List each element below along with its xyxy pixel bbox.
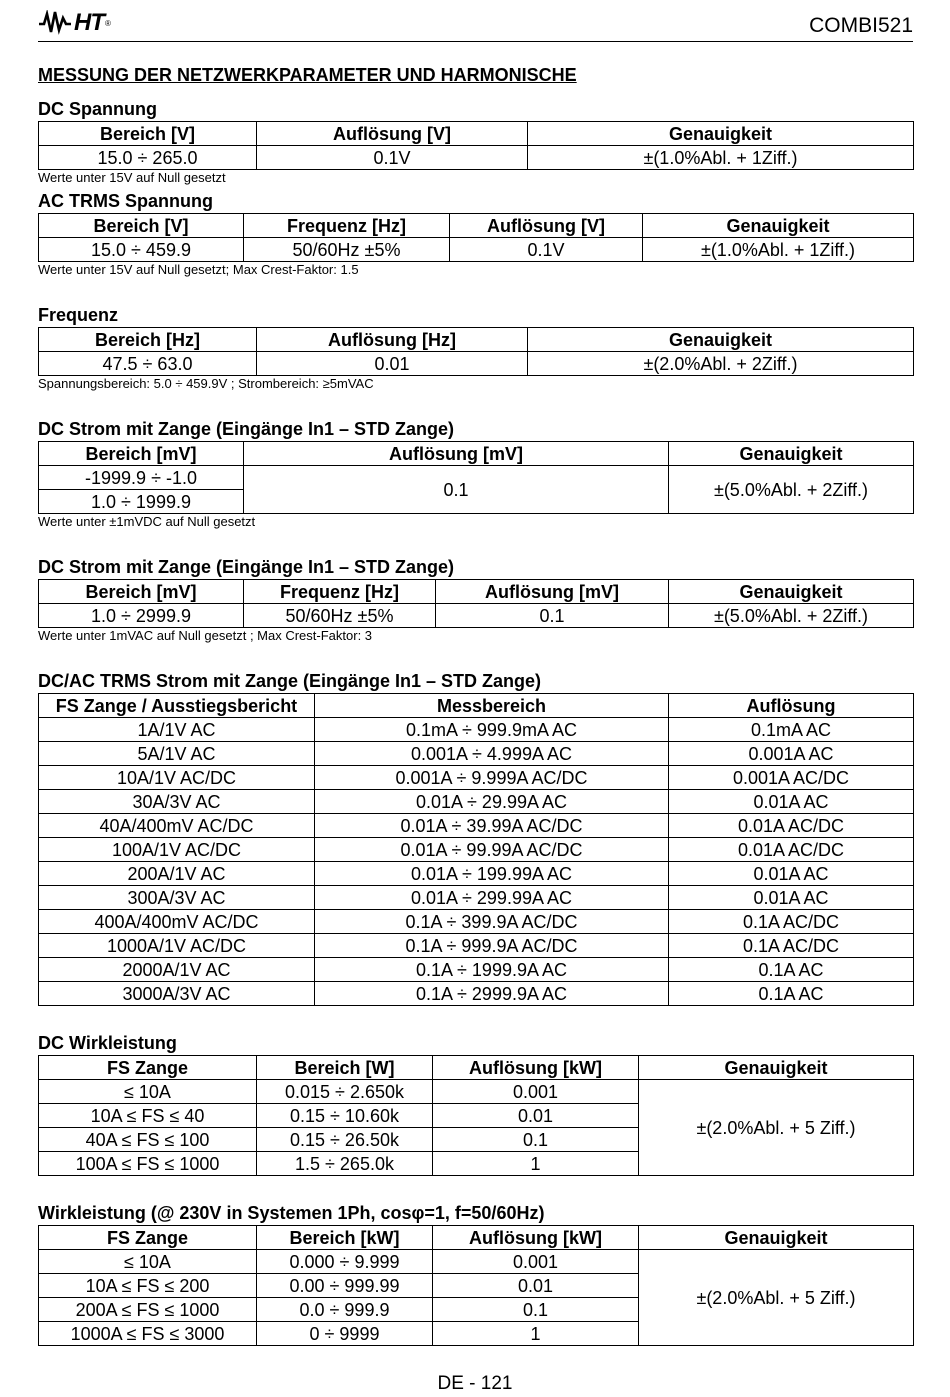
table-header-row	[39, 580, 914, 604]
table-cell: 0.01A AC/DC	[669, 814, 914, 838]
table-row	[39, 466, 914, 490]
table-cell: 1000A/1V AC/DC	[39, 934, 315, 958]
dc-voltage-table	[38, 121, 914, 170]
registered-mark: ®	[105, 18, 111, 28]
table-row	[39, 886, 914, 910]
header-cell: Bereich [mV]	[39, 442, 244, 466]
table-cell: 50/60Hz ±5%	[244, 238, 450, 262]
header-cell: Bereich [kW]	[257, 1226, 433, 1250]
table-header-row	[39, 328, 914, 352]
table-cell: 0.1A ÷ 999.9A AC/DC	[315, 934, 669, 958]
header-cell: Genauigkeit	[528, 328, 914, 352]
table-note: Werte unter 15V auf Null gesetzt; Max Crest-Faktor: 1.5	[38, 262, 359, 277]
table-cell: 0.00 ÷ 999.99	[257, 1274, 433, 1298]
table-cell: 0.01A ÷ 199.99A AC	[315, 862, 669, 886]
clamp-current-section	[38, 670, 913, 1006]
table-cell: 0.1mA AC	[669, 718, 914, 742]
table-row	[39, 742, 914, 766]
model-name: COMBI521	[809, 14, 913, 37]
header-cell: Genauigkeit	[643, 214, 914, 238]
table-row	[39, 604, 914, 628]
table-cell: 0.1	[433, 1128, 639, 1152]
table-cell: ±(1.0%Abl. + 1Ziff.)	[643, 238, 914, 262]
table-cell: 0.1A AC/DC	[669, 934, 914, 958]
table-header-row	[39, 1056, 914, 1080]
table-row	[39, 146, 914, 170]
table-cell: 0.1A AC/DC	[669, 910, 914, 934]
table-row	[39, 790, 914, 814]
table-cell: 200A/1V AC	[39, 862, 315, 886]
table-row	[39, 838, 914, 862]
dc-current-table	[38, 441, 914, 514]
table-cell: 0.01A ÷ 99.99A AC/DC	[315, 838, 669, 862]
header-cell: Genauigkeit	[639, 1056, 914, 1080]
table-row	[39, 1250, 914, 1274]
table-cell: 0.1	[244, 466, 669, 514]
table-note: Werte unter 1mVAC auf Null gesetzt ; Max Crest-Faktor: 3	[38, 628, 373, 643]
table-cell: 0.1V	[450, 238, 643, 262]
table-cell: 0.1mA ÷ 999.9mA AC	[315, 718, 669, 742]
table-cell: 0.01A AC	[669, 886, 914, 910]
ac-voltage-table	[38, 213, 914, 262]
section-title: Frequenz	[38, 305, 119, 325]
header-cell: Genauigkeit	[528, 122, 914, 146]
header-cell: Auflösung	[669, 694, 914, 718]
page-title: MESSUNG DER NETZWERKPARAMETER UND HARMONISCHE	[38, 65, 577, 85]
table-cell: 0.000 ÷ 9.999	[257, 1250, 433, 1274]
table-note: Spannungsbereich: 5.0 ÷ 459.9V ; Strombereich: ≥5mVAC	[38, 376, 374, 391]
header-cell: Bereich [V]	[39, 214, 244, 238]
table-row	[39, 718, 914, 742]
table-cell: 0 ÷ 9999	[257, 1322, 433, 1346]
table-cell: 0.01A AC/DC	[669, 838, 914, 862]
table-cell: 0.01A ÷ 299.99A AC	[315, 886, 669, 910]
table-cell: 10A/1V AC/DC	[39, 766, 315, 790]
dc-power-section	[38, 1032, 913, 1176]
table-cell: 0.15 ÷ 10.60k	[257, 1104, 433, 1128]
section-title: DC/AC TRMS Strom mit Zange (Eingänge In1 – STD Zange)	[38, 671, 542, 691]
table-cell: 1.5 ÷ 265.0k	[257, 1152, 433, 1176]
header-cell: FS Zange	[39, 1226, 257, 1250]
table-cell: 10A ≤ FS ≤ 200	[39, 1274, 257, 1298]
header-cell: Bereich [Hz]	[39, 328, 257, 352]
table-cell: ±(5.0%Abl. + 2Ziff.)	[669, 604, 914, 628]
header-cell: Frequenz [Hz]	[244, 214, 450, 238]
ht-logo	[38, 8, 111, 38]
logo-text: HT	[74, 9, 104, 36]
table-note: Werte unter ±1mVDC auf Null gesetzt	[38, 514, 256, 529]
table-cell: 0.1A AC	[669, 958, 914, 982]
page-content	[38, 64, 913, 1346]
table-row	[39, 910, 914, 934]
table-row	[39, 766, 914, 790]
table-header-row	[39, 1226, 914, 1250]
page-number: DE - 121	[437, 1373, 513, 1394]
table-cell: 40A/400mV AC/DC	[39, 814, 315, 838]
header-cell: Genauigkeit	[669, 442, 914, 466]
table-cell: 200A ≤ FS ≤ 1000	[39, 1298, 257, 1322]
header-cell: Bereich [mV]	[39, 580, 244, 604]
table-cell: 0.01A ÷ 29.99A AC	[315, 790, 669, 814]
header-cell: Bereich [W]	[257, 1056, 433, 1080]
table-cell: 2000A/1V AC	[39, 958, 315, 982]
clamp-table-body	[39, 718, 914, 1006]
table-cell: 0.001A AC	[669, 742, 914, 766]
header-cell: Auflösung [kW]	[433, 1226, 639, 1250]
table-cell: 0.01	[433, 1274, 639, 1298]
table-header-row	[39, 214, 914, 238]
section-title: DC Wirkleistung	[38, 1033, 177, 1053]
table-row	[39, 982, 914, 1006]
table-cell: 50/60Hz ±5%	[244, 604, 436, 628]
table-cell: 0.001A ÷ 4.999A AC	[315, 742, 669, 766]
header-cell: FS Zange	[39, 1056, 257, 1080]
table-cell: ±(5.0%Abl. + 2Ziff.)	[669, 466, 914, 514]
active-power-section	[38, 1202, 913, 1346]
table-cell: ≤ 10A	[39, 1250, 257, 1274]
dc-voltage-section	[38, 98, 913, 186]
table-cell: 47.5 ÷ 63.0	[39, 352, 257, 376]
frequency-section	[38, 304, 913, 392]
table-cell: 30A/3V AC	[39, 790, 315, 814]
header-cell: Auflösung [V]	[450, 214, 643, 238]
table-cell: 10A ≤ FS ≤ 40	[39, 1104, 257, 1128]
table-cell: 3000A/3V AC	[39, 982, 315, 1006]
table-cell: 15.0 ÷ 459.9	[39, 238, 244, 262]
table-cell: 100A/1V AC/DC	[39, 838, 315, 862]
active-power-table	[38, 1225, 914, 1346]
table-row	[39, 814, 914, 838]
table-cell: 5A/1V AC	[39, 742, 315, 766]
table-cell: 300A/3V AC	[39, 886, 315, 910]
table-row	[39, 958, 914, 982]
table-header-row	[39, 694, 914, 718]
section-title: DC Strom mit Zange (Eingänge In1 – STD Zange)	[38, 419, 455, 439]
table-cell: 0.15 ÷ 26.50k	[257, 1128, 433, 1152]
table-cell: 0.01	[433, 1104, 639, 1128]
table-cell: 0.0 ÷ 999.9	[257, 1298, 433, 1322]
table-cell: ±(2.0%Abl. + 5 Ziff.)	[639, 1080, 914, 1176]
table-cell: 1.0 ÷ 2999.9	[39, 604, 244, 628]
header-cell: Bereich [V]	[39, 122, 257, 146]
clamp-current-table	[38, 693, 914, 1006]
table-cell: 0.1A ÷ 2999.9A AC	[315, 982, 669, 1006]
table-cell: 0.015 ÷ 2.650k	[257, 1080, 433, 1104]
section-title: Wirkleistung (@ 230V in Systemen 1Ph, cosφ=1, f=50/60Hz)	[38, 1203, 545, 1223]
table-cell: 0.001A AC/DC	[669, 766, 914, 790]
table-cell: 0.1A AC	[669, 982, 914, 1006]
table-cell: 1A/1V AC	[39, 718, 315, 742]
table-cell: 0.1V	[257, 146, 528, 170]
table-cell: 0.1	[433, 1298, 639, 1322]
table-cell: 0.1A ÷ 399.9A AC/DC	[315, 910, 669, 934]
table-note: Werte unter 15V auf Null gesetzt	[38, 170, 226, 185]
table-cell: 0.1A ÷ 1999.9A AC	[315, 958, 669, 982]
lightning-wave-icon	[38, 10, 72, 36]
section-title: DC Strom mit Zange (Eingänge In1 – STD Zange)	[38, 557, 455, 577]
table-cell: 0.01A ÷ 39.99A AC/DC	[315, 814, 669, 838]
table-cell: 40A ≤ FS ≤ 100	[39, 1128, 257, 1152]
header-cell: Auflösung [mV]	[436, 580, 669, 604]
table-header-row	[39, 122, 914, 146]
table-row	[39, 934, 914, 958]
table-cell: 0.001A ÷ 9.999A AC/DC	[315, 766, 669, 790]
ac-current-section	[38, 556, 913, 644]
ac-voltage-section	[38, 190, 913, 278]
table-cell: 1.0 ÷ 1999.9	[39, 490, 244, 514]
table-row	[39, 1080, 914, 1104]
table-cell: 0.01A AC	[669, 862, 914, 886]
table-row	[39, 352, 914, 376]
page-header	[38, 6, 913, 42]
table-cell: 1	[433, 1322, 639, 1346]
header-cell: Messbereich	[315, 694, 669, 718]
dc-power-table	[38, 1055, 914, 1176]
header-cell: Genauigkeit	[669, 580, 914, 604]
table-cell: 0.01A AC	[669, 790, 914, 814]
ac-current-table	[38, 579, 914, 628]
table-cell: 400A/400mV AC/DC	[39, 910, 315, 934]
table-cell: 0.1	[436, 604, 669, 628]
table-row	[39, 862, 914, 886]
header-cell: Frequenz [Hz]	[244, 580, 436, 604]
table-cell: ±(2.0%Abl. + 5 Ziff.)	[639, 1250, 914, 1346]
table-cell: 1	[433, 1152, 639, 1176]
header-cell: Auflösung [kW]	[433, 1056, 639, 1080]
header-cell: Genauigkeit	[639, 1226, 914, 1250]
table-cell: 100A ≤ FS ≤ 1000	[39, 1152, 257, 1176]
table-cell: ≤ 10A	[39, 1080, 257, 1104]
table-cell: 0.01	[257, 352, 528, 376]
header-cell: Auflösung [mV]	[244, 442, 669, 466]
table-row	[39, 238, 914, 262]
table-cell: ±(2.0%Abl. + 2Ziff.)	[528, 352, 914, 376]
table-cell: ±(1.0%Abl. + 1Ziff.)	[528, 146, 914, 170]
header-cell: Auflösung [V]	[257, 122, 528, 146]
table-cell: 1000A ≤ FS ≤ 3000	[39, 1322, 257, 1346]
header-cell: Auflösung [Hz]	[257, 328, 528, 352]
table-cell: 0.001	[433, 1250, 639, 1274]
table-header-row	[39, 442, 914, 466]
section-title: AC TRMS Spannung	[38, 191, 213, 211]
table-cell: 15.0 ÷ 265.0	[39, 146, 257, 170]
table-cell: 0.001	[433, 1080, 639, 1104]
header-cell: FS Zange / Ausstiegsbericht	[39, 694, 315, 718]
frequency-table	[38, 327, 914, 376]
table-cell: -1999.9 ÷ -1.0	[39, 466, 244, 490]
section-title: DC Spannung	[38, 99, 157, 119]
dc-current-section	[38, 418, 913, 530]
